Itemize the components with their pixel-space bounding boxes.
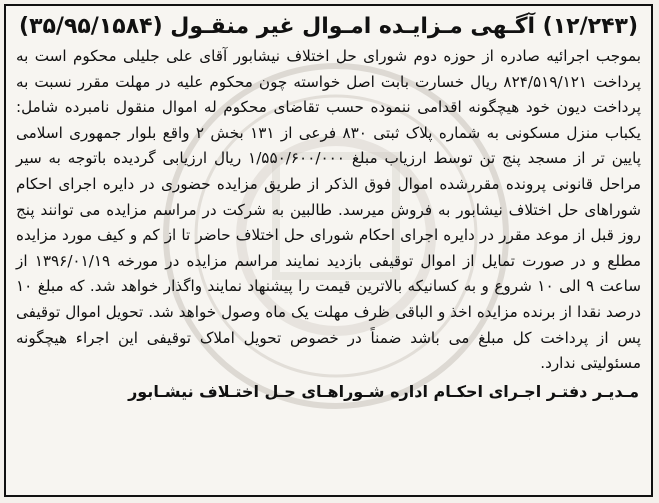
notice-paragraph: بموجب اجرائیه صادره از حوزه دوم شورای حل اختلاف نیشابور آقای علی جلیلی محکوم است به پرداخت ۸۲۴/۵۱۹/۱۲۱ ریال خسارت بابت اصل خواسته چون محکوم علیه در مهلت مقرر نسبت به پرداخت دیون خود هیچگونه اقدامی ننموده حسب تقاضای محکوم له اموال منقول نامبرده شامل: یکباب منزل مسکونی به شماره پلاک ثبتی ۸۳۰ فرعی از ۱۳۱ بخش ۲ واقع بلوار جمهوری اسلامی پایین تر از مسجد پنج تن توسط ارزیاب مبلغ ۱/۵۵۰/۶۰۰/۰۰۰ ریال ارزیابی گردیده باتوجه به سیر مراحل قانونی پرونده مقررشده اموال فوق الذکر از طریق مزایده حضوری در دایره اجرای احکام شوراهای حل اختلاف نیشابور به فروش میرسد. طالبین به شرکت در مراسم مزایده می توانند پنج روز قبل از موعد مقرر در دایره اجرای احکام شورای حل اختلاف حاضر تا از کم و کیف مورد مزایده مطلع و در صورت تمایل از اموال توقیفی بازدید نمایند مراسم مزایده در مورخه ۱۳۹۶/۰۱/۱۹ از ساعت ۹ الی ۱۰ شروع و به کسانیکه بالاترین قیمت را پیشنهاد نمایند واگذار خواهد شد. که مبلغ ۱۰ درصد نقدا از برنده مزایده اخذ و الباقی ظرف مهلت یک ماه وصول خواهد شد. تحویل اموال توقیفی پس از پرداخت کل مبلغ می باشد ضمناً در خصوص تحویل املاک توقیفی این اجراء هیچگونه مسئولیتی ندارد.	[16, 47, 641, 373]
notice-card	[4, 4, 653, 497]
notice-title: (۱۲/۲۴۳) آگـهی مـزایـده امـوال غیر منقـول (۳۵/۹۵/۱۵۸۴)	[19, 14, 638, 39]
notice-signature: مـدیـر دفتـر اجـرای احکـام اداره شـوراهـای حـل اختـلاف نیشـابور	[128, 381, 639, 401]
notice-body	[16, 44, 641, 377]
